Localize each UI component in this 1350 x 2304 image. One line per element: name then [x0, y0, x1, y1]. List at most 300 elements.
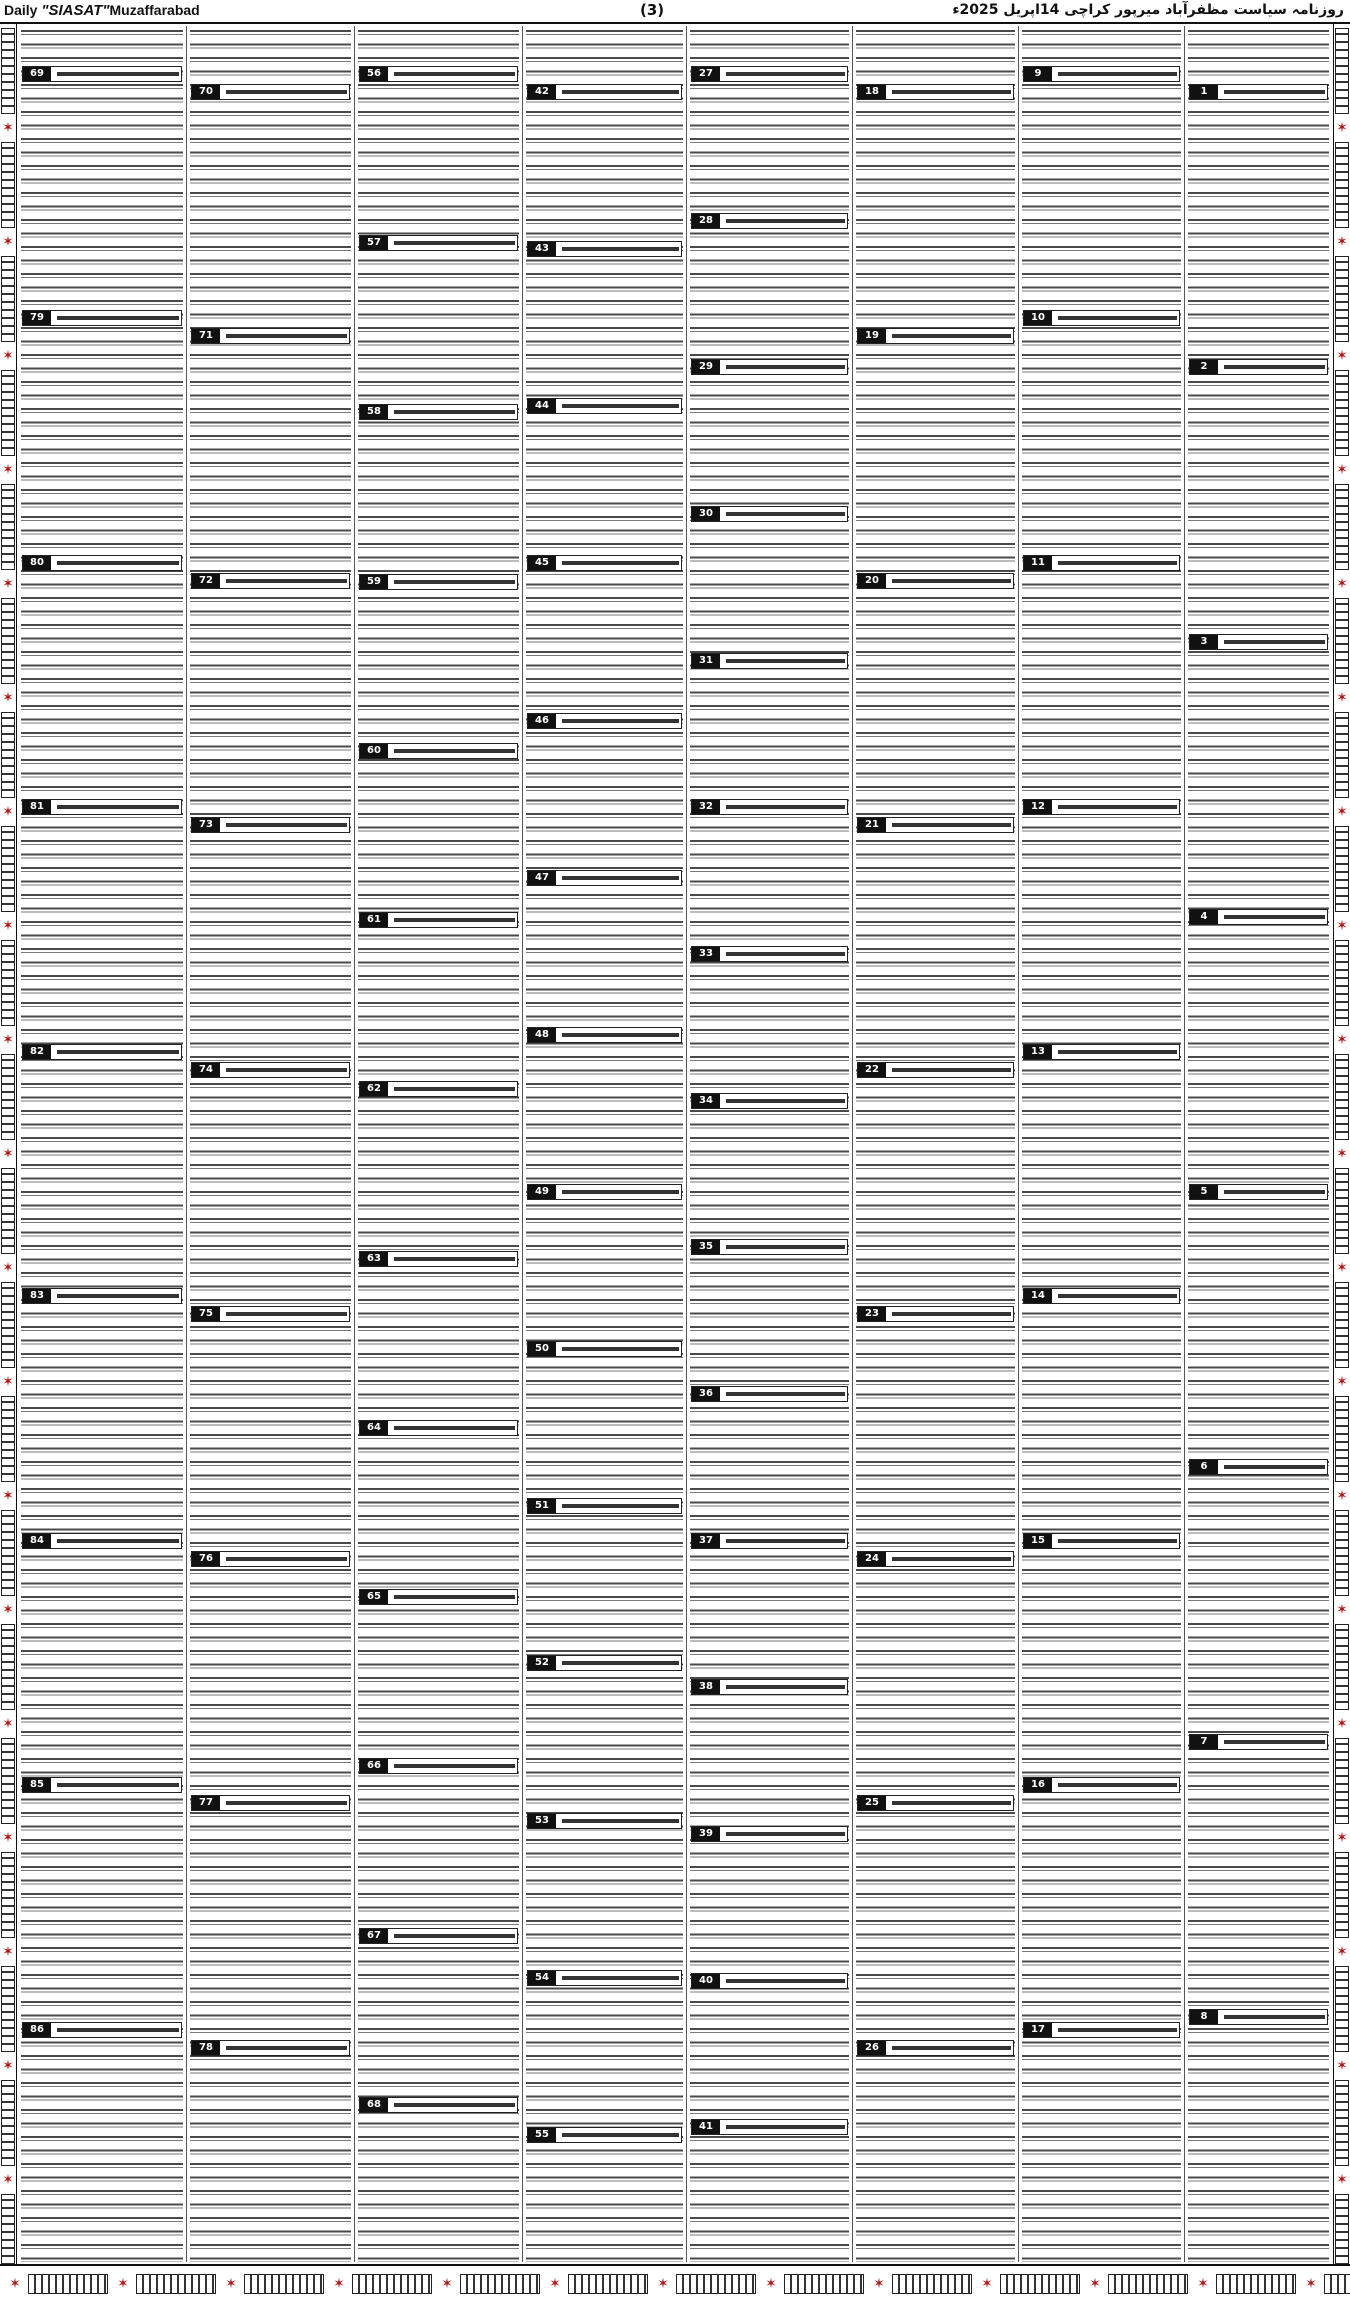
news-item-heading	[22, 66, 182, 82]
news-item-number: 68	[360, 2098, 388, 2112]
strip-label-block	[1335, 1510, 1349, 1596]
news-item-number: 61	[360, 913, 388, 927]
news-item-number: 71	[192, 329, 220, 343]
news-item-heading	[691, 653, 848, 669]
news-item-number: 2	[1190, 360, 1218, 374]
news-item-number: 66	[360, 1759, 388, 1773]
news-item-heading	[691, 359, 848, 375]
strip-label-block	[1, 1510, 15, 1596]
heading-rule	[394, 1257, 515, 1261]
heading-rule	[1058, 1050, 1177, 1054]
heading-rule	[726, 1245, 845, 1249]
news-item-heading	[691, 506, 848, 522]
heading-rule	[1058, 316, 1177, 320]
page-number: (3)	[640, 1, 665, 19]
heading-rule	[562, 1976, 679, 1980]
news-item-heading	[857, 817, 1014, 833]
strip-label-block	[1335, 1624, 1349, 1710]
heading-rule	[1224, 1740, 1325, 1744]
news-item-number: 60	[360, 744, 388, 758]
heading-rule	[57, 1294, 179, 1298]
news-item-heading	[691, 1973, 848, 1989]
heading-rule	[394, 1934, 515, 1938]
star-ornament-icon: ✶	[1336, 1944, 1348, 1960]
heading-rule	[1224, 1190, 1325, 1194]
news-item-heading	[857, 2040, 1014, 2056]
heading-rule	[1224, 365, 1325, 369]
strip-label-block	[1335, 28, 1349, 114]
star-ornament-icon: ✶	[1336, 1374, 1348, 1390]
star-ornament-icon: ✶	[2, 918, 14, 934]
urdu-text-block	[526, 26, 683, 2262]
heading-rule	[726, 365, 845, 369]
heading-rule	[1058, 72, 1177, 76]
strip-label-block	[1335, 2080, 1349, 2166]
news-item-number: 45	[528, 556, 556, 570]
news-item-number: 21	[858, 818, 886, 832]
news-item-number: 44	[528, 399, 556, 413]
news-item-number: 69	[23, 67, 51, 81]
news-item-number: 4	[1190, 910, 1218, 924]
heading-rule	[394, 1595, 515, 1599]
strip-label-block	[1, 712, 15, 798]
heading-rule	[1224, 2015, 1325, 2019]
news-item-number: 12	[1024, 800, 1052, 814]
news-item-number: 41	[692, 2120, 720, 2134]
heading-rule	[726, 219, 845, 223]
news-item-heading	[527, 1655, 682, 1671]
news-item-heading	[691, 1386, 848, 1402]
heading-rule	[394, 749, 515, 753]
footer-label-block	[1216, 2274, 1296, 2294]
right-border-strip	[1333, 24, 1350, 2264]
urdu-text-block	[856, 26, 1015, 2262]
news-item-number: 28	[692, 214, 720, 228]
star-ornament-icon: ✶	[1089, 2276, 1101, 2292]
heading-rule	[226, 2046, 347, 2050]
star-ornament-icon: ✶	[1336, 1260, 1348, 1276]
strip-label-block	[1, 1738, 15, 1824]
news-item-number: 34	[692, 1094, 720, 1108]
star-ornament-icon: ✶	[2, 1830, 14, 1846]
news-item-heading	[691, 1239, 848, 1255]
news-item-heading	[22, 1777, 182, 1793]
news-item-heading	[191, 2040, 350, 2056]
news-item-number: 79	[23, 311, 51, 325]
news-item-heading	[857, 328, 1014, 344]
news-item-heading	[191, 1551, 350, 1567]
news-item-heading	[359, 1589, 518, 1605]
news-item-heading	[691, 946, 848, 962]
news-item-heading	[1189, 2009, 1328, 2025]
heading-rule	[562, 1661, 679, 1665]
star-ornament-icon: ✶	[2, 1260, 14, 1276]
heading-rule	[57, 805, 179, 809]
urdu-masthead-date: روزنامہ سیاست مظفرآباد میرپور کراچی 14اپریل 2025ء	[952, 2, 1344, 18]
news-item-heading	[857, 1062, 1014, 1078]
news-item-heading	[857, 1306, 1014, 1322]
news-item-number: 56	[360, 67, 388, 81]
star-ornament-icon: ✶	[1336, 1032, 1348, 1048]
star-ornament-icon: ✶	[1336, 2058, 1348, 2074]
footer-label-block	[1000, 2274, 1080, 2294]
news-item-heading	[1023, 799, 1180, 815]
news-item-number: 29	[692, 360, 720, 374]
strip-label-block	[1335, 370, 1349, 456]
news-item-number: 64	[360, 1421, 388, 1435]
heading-rule	[892, 90, 1011, 94]
heading-rule	[562, 719, 679, 723]
star-ornament-icon: ✶	[2, 1032, 14, 1048]
heading-rule	[726, 952, 845, 956]
heading-rule	[1224, 640, 1325, 644]
star-ornament-icon: ✶	[1336, 1488, 1348, 1504]
news-item-heading	[191, 1062, 350, 1078]
news-item-heading	[1023, 1044, 1180, 1060]
news-item-number: 37	[692, 1534, 720, 1548]
news-item-number: 7	[1190, 1735, 1218, 1749]
news-item-number: 85	[23, 1778, 51, 1792]
star-ornament-icon: ✶	[1336, 690, 1348, 706]
strip-label-block	[1335, 826, 1349, 912]
heading-rule	[394, 580, 515, 584]
footer-border-strip	[0, 2264, 1350, 2302]
strip-label-block	[1335, 484, 1349, 570]
star-ornament-icon: ✶	[1336, 804, 1348, 820]
news-item-heading	[359, 1758, 518, 1774]
heading-rule	[1224, 90, 1325, 94]
star-ornament-icon: ✶	[2, 348, 14, 364]
heading-rule	[892, 1068, 1011, 1072]
news-item-number: 5	[1190, 1185, 1218, 1199]
news-item-heading	[1189, 634, 1328, 650]
star-ornament-icon: ✶	[1336, 1146, 1348, 1162]
strip-label-block	[1335, 256, 1349, 342]
news-item-number: 17	[1024, 2023, 1052, 2037]
news-item-heading	[191, 328, 350, 344]
heading-rule	[726, 805, 845, 809]
strip-label-block	[1335, 1738, 1349, 1824]
news-item-number: 42	[528, 85, 556, 99]
heading-rule	[57, 2028, 179, 2032]
news-item-number: 1	[1190, 85, 1218, 99]
news-item-number: 24	[858, 1552, 886, 1566]
footer-label-block	[1108, 2274, 1188, 2294]
news-item-number: 8	[1190, 2010, 1218, 2024]
news-item-heading	[527, 1970, 682, 1986]
strip-label-block	[1335, 1966, 1349, 2052]
news-item-number: 25	[858, 1796, 886, 1810]
star-ornament-icon: ✶	[2, 1944, 14, 1960]
heading-rule	[57, 1539, 179, 1543]
star-ornament-icon: ✶	[2, 1488, 14, 1504]
news-item-number: 80	[23, 556, 51, 570]
strip-label-block	[1, 1852, 15, 1938]
heading-rule	[562, 876, 679, 880]
star-ornament-icon: ✶	[2, 1716, 14, 1732]
news-item-heading	[22, 310, 182, 326]
news-column	[686, 26, 852, 2262]
news-item-number: 81	[23, 800, 51, 814]
star-ornament-icon: ✶	[2, 1602, 14, 1618]
news-item-heading	[857, 573, 1014, 589]
news-item-heading	[22, 1288, 182, 1304]
heading-rule	[1058, 805, 1177, 809]
news-item-heading	[691, 799, 848, 815]
strip-label-block	[1335, 712, 1349, 798]
news-item-heading	[22, 1533, 182, 1549]
news-item-heading	[527, 555, 682, 571]
heading-rule	[892, 823, 1011, 827]
star-ornament-icon: ✶	[2, 1146, 14, 1162]
news-item-heading	[1023, 555, 1180, 571]
news-item-heading	[359, 743, 518, 759]
star-ornament-icon: ✶	[1197, 2276, 1209, 2292]
news-item-heading	[691, 2119, 848, 2135]
news-item-number: 62	[360, 1082, 388, 1096]
star-ornament-icon: ✶	[1336, 462, 1348, 478]
strip-label-block	[1335, 142, 1349, 228]
strip-label-block	[1, 1966, 15, 2052]
heading-rule	[726, 2125, 845, 2129]
heading-rule	[226, 1557, 347, 1561]
news-item-number: 82	[23, 1045, 51, 1059]
news-item-heading	[857, 1551, 1014, 1567]
news-columns	[18, 26, 1332, 2262]
news-item-heading	[359, 1420, 518, 1436]
news-item-number: 70	[192, 85, 220, 99]
heading-rule	[226, 90, 347, 94]
heading-rule	[726, 1832, 845, 1836]
news-item-number: 77	[192, 1796, 220, 1810]
news-item-heading	[359, 66, 518, 82]
news-item-number: 26	[858, 2041, 886, 2055]
heading-rule	[562, 1347, 679, 1351]
star-ornament-icon: ✶	[1336, 120, 1348, 136]
star-ornament-icon: ✶	[2, 1374, 14, 1390]
news-item-heading	[1023, 1533, 1180, 1549]
footer-label-block	[28, 2274, 108, 2294]
strip-label-block	[1, 370, 15, 456]
star-ornament-icon: ✶	[1336, 576, 1348, 592]
heading-rule	[562, 90, 679, 94]
name-title: "SIASAT"	[41, 2, 110, 19]
star-ornament-icon: ✶	[2, 234, 14, 250]
news-item-heading	[1189, 909, 1328, 925]
heading-rule	[562, 1504, 679, 1508]
news-item-heading	[1189, 84, 1328, 100]
heading-rule	[226, 334, 347, 338]
heading-rule	[892, 1312, 1011, 1316]
heading-rule	[726, 1685, 845, 1689]
news-item-number: 63	[360, 1252, 388, 1266]
strip-label-block	[1, 256, 15, 342]
news-column	[1184, 26, 1332, 2262]
news-item-number: 83	[23, 1289, 51, 1303]
news-item-heading	[1023, 310, 1180, 326]
footer-label-block	[676, 2274, 756, 2294]
heading-rule	[892, 1801, 1011, 1805]
star-ornament-icon: ✶	[225, 2276, 237, 2292]
news-item-heading	[1023, 1777, 1180, 1793]
heading-rule	[1058, 1783, 1177, 1787]
heading-rule	[226, 1068, 347, 1072]
strip-label-block	[1335, 1282, 1349, 1368]
news-item-heading	[527, 1498, 682, 1514]
star-ornament-icon: ✶	[2, 690, 14, 706]
urdu-text-block	[358, 26, 519, 2262]
heading-rule	[892, 1557, 1011, 1561]
name-city: Muzaffarabad	[109, 2, 200, 18]
news-item-heading	[22, 555, 182, 571]
news-item-heading	[1189, 359, 1328, 375]
heading-rule	[394, 241, 515, 245]
heading-rule	[562, 1819, 679, 1823]
star-ornament-icon: ✶	[2, 120, 14, 136]
news-item-number: 75	[192, 1307, 220, 1321]
news-item-number: 65	[360, 1590, 388, 1604]
news-item-number: 58	[360, 405, 388, 419]
heading-rule	[57, 72, 179, 76]
strip-label-block	[1, 1168, 15, 1254]
news-item-heading	[527, 1813, 682, 1829]
news-item-number: 78	[192, 2041, 220, 2055]
heading-rule	[562, 1033, 679, 1037]
footer-label-block	[892, 2274, 972, 2294]
news-item-number: 32	[692, 800, 720, 814]
star-ornament-icon: ✶	[441, 2276, 453, 2292]
news-item-heading	[359, 574, 518, 590]
news-item-number: 9	[1024, 67, 1052, 81]
news-item-number: 15	[1024, 1534, 1052, 1548]
heading-rule	[726, 1392, 845, 1396]
news-item-heading	[22, 1044, 182, 1060]
news-item-number: 57	[360, 236, 388, 250]
news-item-number: 50	[528, 1342, 556, 1356]
news-item-number: 47	[528, 871, 556, 885]
heading-rule	[892, 579, 1011, 583]
news-item-number: 18	[858, 85, 886, 99]
star-ornament-icon: ✶	[1336, 1716, 1348, 1732]
strip-label-block	[1, 1624, 15, 1710]
strip-label-block	[1, 940, 15, 1026]
news-item-number: 55	[528, 2128, 556, 2142]
news-item-heading	[359, 404, 518, 420]
news-item-heading	[191, 1795, 350, 1811]
heading-rule	[1224, 915, 1325, 919]
star-ornament-icon: ✶	[657, 2276, 669, 2292]
heading-rule	[562, 404, 679, 408]
footer-label-block	[244, 2274, 324, 2294]
heading-rule	[226, 579, 347, 583]
heading-rule	[562, 2133, 679, 2137]
news-item-number: 23	[858, 1307, 886, 1321]
strip-label-block	[1335, 1852, 1349, 1938]
news-item-heading	[691, 1093, 848, 1109]
news-item-heading	[527, 2127, 682, 2143]
left-border-strip	[0, 24, 17, 2264]
star-ornament-icon: ✶	[333, 2276, 345, 2292]
news-item-number: 16	[1024, 1778, 1052, 1792]
news-item-number: 40	[692, 1974, 720, 1988]
urdu-text-block	[21, 26, 183, 2262]
news-item-number: 33	[692, 947, 720, 961]
footer-label-block	[352, 2274, 432, 2294]
heading-rule	[1058, 2028, 1177, 2032]
news-item-heading	[359, 1251, 518, 1267]
heading-rule	[394, 1426, 515, 1430]
news-item-heading	[359, 1928, 518, 1944]
strip-label-block	[1, 484, 15, 570]
news-item-heading	[1023, 66, 1180, 82]
news-item-number: 72	[192, 574, 220, 588]
news-item-heading	[691, 1826, 848, 1842]
news-item-number: 49	[528, 1185, 556, 1199]
star-ornament-icon: ✶	[2, 2058, 14, 2074]
strip-label-block	[1, 142, 15, 228]
heading-rule	[1058, 561, 1177, 565]
star-ornament-icon: ✶	[2, 804, 14, 820]
news-item-number: 27	[692, 67, 720, 81]
news-item-heading	[359, 1081, 518, 1097]
news-item-number: 14	[1024, 1289, 1052, 1303]
star-ornament-icon: ✶	[1336, 348, 1348, 364]
news-item-number: 48	[528, 1028, 556, 1042]
heading-rule	[562, 561, 679, 565]
news-item-number: 52	[528, 1656, 556, 1670]
news-column	[186, 26, 354, 2262]
news-item-number: 20	[858, 574, 886, 588]
heading-rule	[726, 1979, 845, 1983]
heading-rule	[1224, 1465, 1325, 1469]
news-column	[852, 26, 1018, 2262]
news-item-number: 43	[528, 242, 556, 256]
news-column	[522, 26, 686, 2262]
news-item-heading	[359, 912, 518, 928]
urdu-text-block	[190, 26, 351, 2262]
news-item-number: 84	[23, 1534, 51, 1548]
heading-rule	[57, 1783, 179, 1787]
heading-rule	[726, 72, 845, 76]
heading-rule	[226, 1801, 347, 1805]
news-item-number: 67	[360, 1929, 388, 1943]
strip-label-block	[1, 598, 15, 684]
strip-label-block	[1335, 940, 1349, 1026]
strip-label-block	[1, 1282, 15, 1368]
news-item-heading	[527, 398, 682, 414]
star-ornament-icon: ✶	[117, 2276, 129, 2292]
heading-rule	[1058, 1539, 1177, 1543]
news-item-number: 19	[858, 329, 886, 343]
star-ornament-icon: ✶	[1336, 1830, 1348, 1846]
star-ornament-icon: ✶	[2, 2172, 14, 2188]
news-item-number: 59	[360, 575, 388, 589]
masthead	[0, 0, 1350, 24]
news-item-heading	[191, 817, 350, 833]
star-ornament-icon: ✶	[2, 462, 14, 478]
strip-label-block	[1, 1054, 15, 1140]
heading-rule	[57, 316, 179, 320]
news-item-heading	[527, 1341, 682, 1357]
news-item-heading	[527, 870, 682, 886]
heading-rule	[726, 659, 845, 663]
strip-label-block	[1335, 598, 1349, 684]
news-item-number: 36	[692, 1387, 720, 1401]
strip-label-block	[1335, 1054, 1349, 1140]
news-item-number: 31	[692, 654, 720, 668]
star-ornament-icon: ✶	[2, 576, 14, 592]
news-item-number: 46	[528, 714, 556, 728]
